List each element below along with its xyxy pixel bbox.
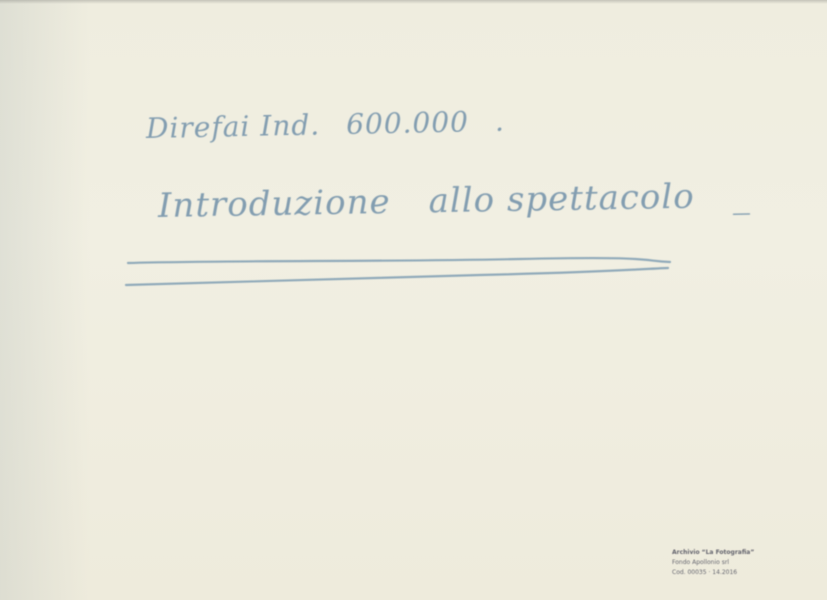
stamp-line-1: Archivio “La Fotografia” [672,549,755,556]
handwritten-reference-label: Direfai Ind. [145,108,321,145]
underline-stroke-lower [126,268,668,285]
handwritten-title-phrase: allo spettacolo [428,176,696,222]
handwritten-line-title [158,176,751,226]
top-shadow-edge [0,0,827,4]
underline-stroke-upper [128,258,670,263]
stamp-line-3: Cod. 00035 · 14.2016 [672,569,738,576]
handwritten-line-reference [146,104,506,145]
handwritten-reference-number: 600.000 [345,105,470,141]
handwritten-reference-tail: . [494,104,506,138]
handwritten-title-word: Introduzione [157,181,391,226]
double-underline [120,250,680,295]
stamp-line-2: Fondo Apollonio srl [672,559,729,566]
handwritten-title-tail: _ [732,175,752,216]
archive-stamp [672,548,784,586]
